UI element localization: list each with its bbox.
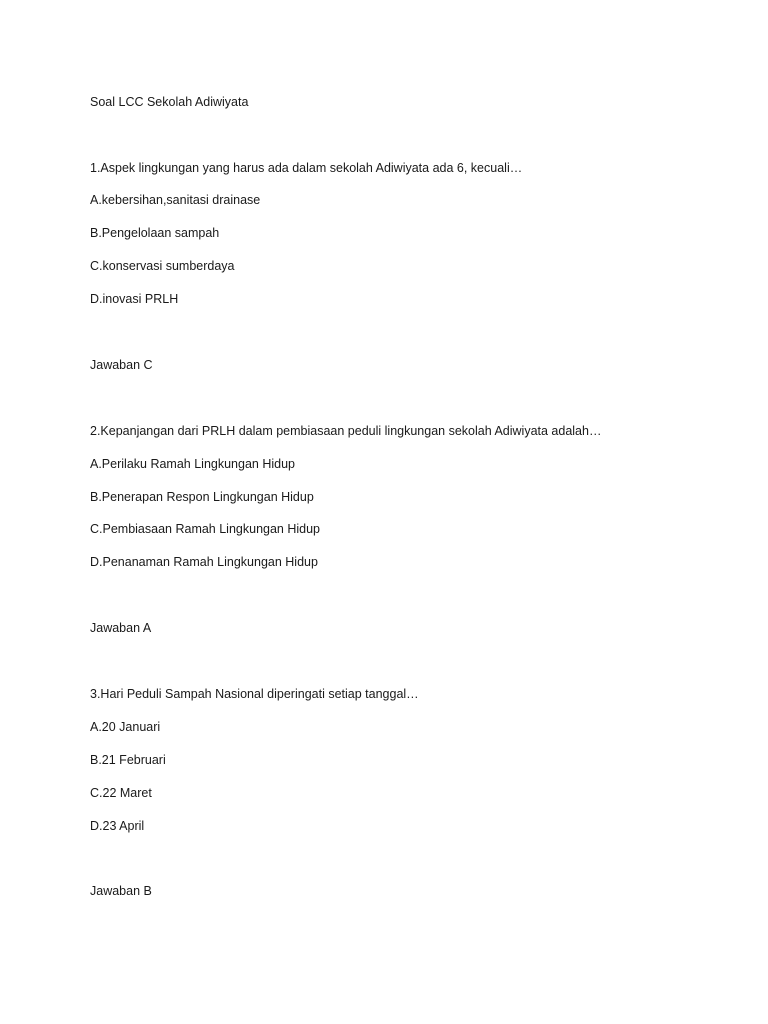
question-1-option-c: C.konservasi sumberdaya [90,259,235,273]
question-2-option-c: C.Pembiasaan Ramah Lingkungan Hidup [90,522,321,536]
document-title: Soal LCC Sekolah Adiwiyata [90,95,249,109]
question-3-option-d: D.23 April [90,819,145,833]
question-1-option-d: D.inovasi PRLH [90,292,179,306]
question-1-text: 1.Aspek lingkungan yang harus ada dalam sekolah Adiwiyata ada 6, kecuali… [90,161,523,175]
question-2-option-d: D.Penanaman Ramah Lingkungan Hidup [90,555,318,569]
question-2-answer: Jawaban A [90,621,152,635]
question-1-option-b: B.Pengelolaan sampah [90,226,220,240]
question-2-option-a: A.Perilaku Ramah Lingkungan Hidup [90,457,295,471]
question-2-text: 2.Kepanjangan dari PRLH dalam pembiasaan peduli lingkungan sekolah Adiwiyata adalah… [90,424,602,438]
question-1-option-a: A.kebersihan,sanitasi drainase [90,193,261,207]
question-1-answer: Jawaban C [90,358,153,372]
question-3-answer: Jawaban B [90,884,152,898]
question-2-option-b: B.Penerapan Respon Lingkungan Hidup [90,490,314,504]
question-3-option-a: A.20 Januari [90,720,161,734]
question-3-option-c: C.22 Maret [90,786,152,800]
question-3-option-b: B.21 Februari [90,753,166,767]
question-3-text: 3.Hari Peduli Sampah Nasional diperingati setiap tanggal… [90,687,419,701]
